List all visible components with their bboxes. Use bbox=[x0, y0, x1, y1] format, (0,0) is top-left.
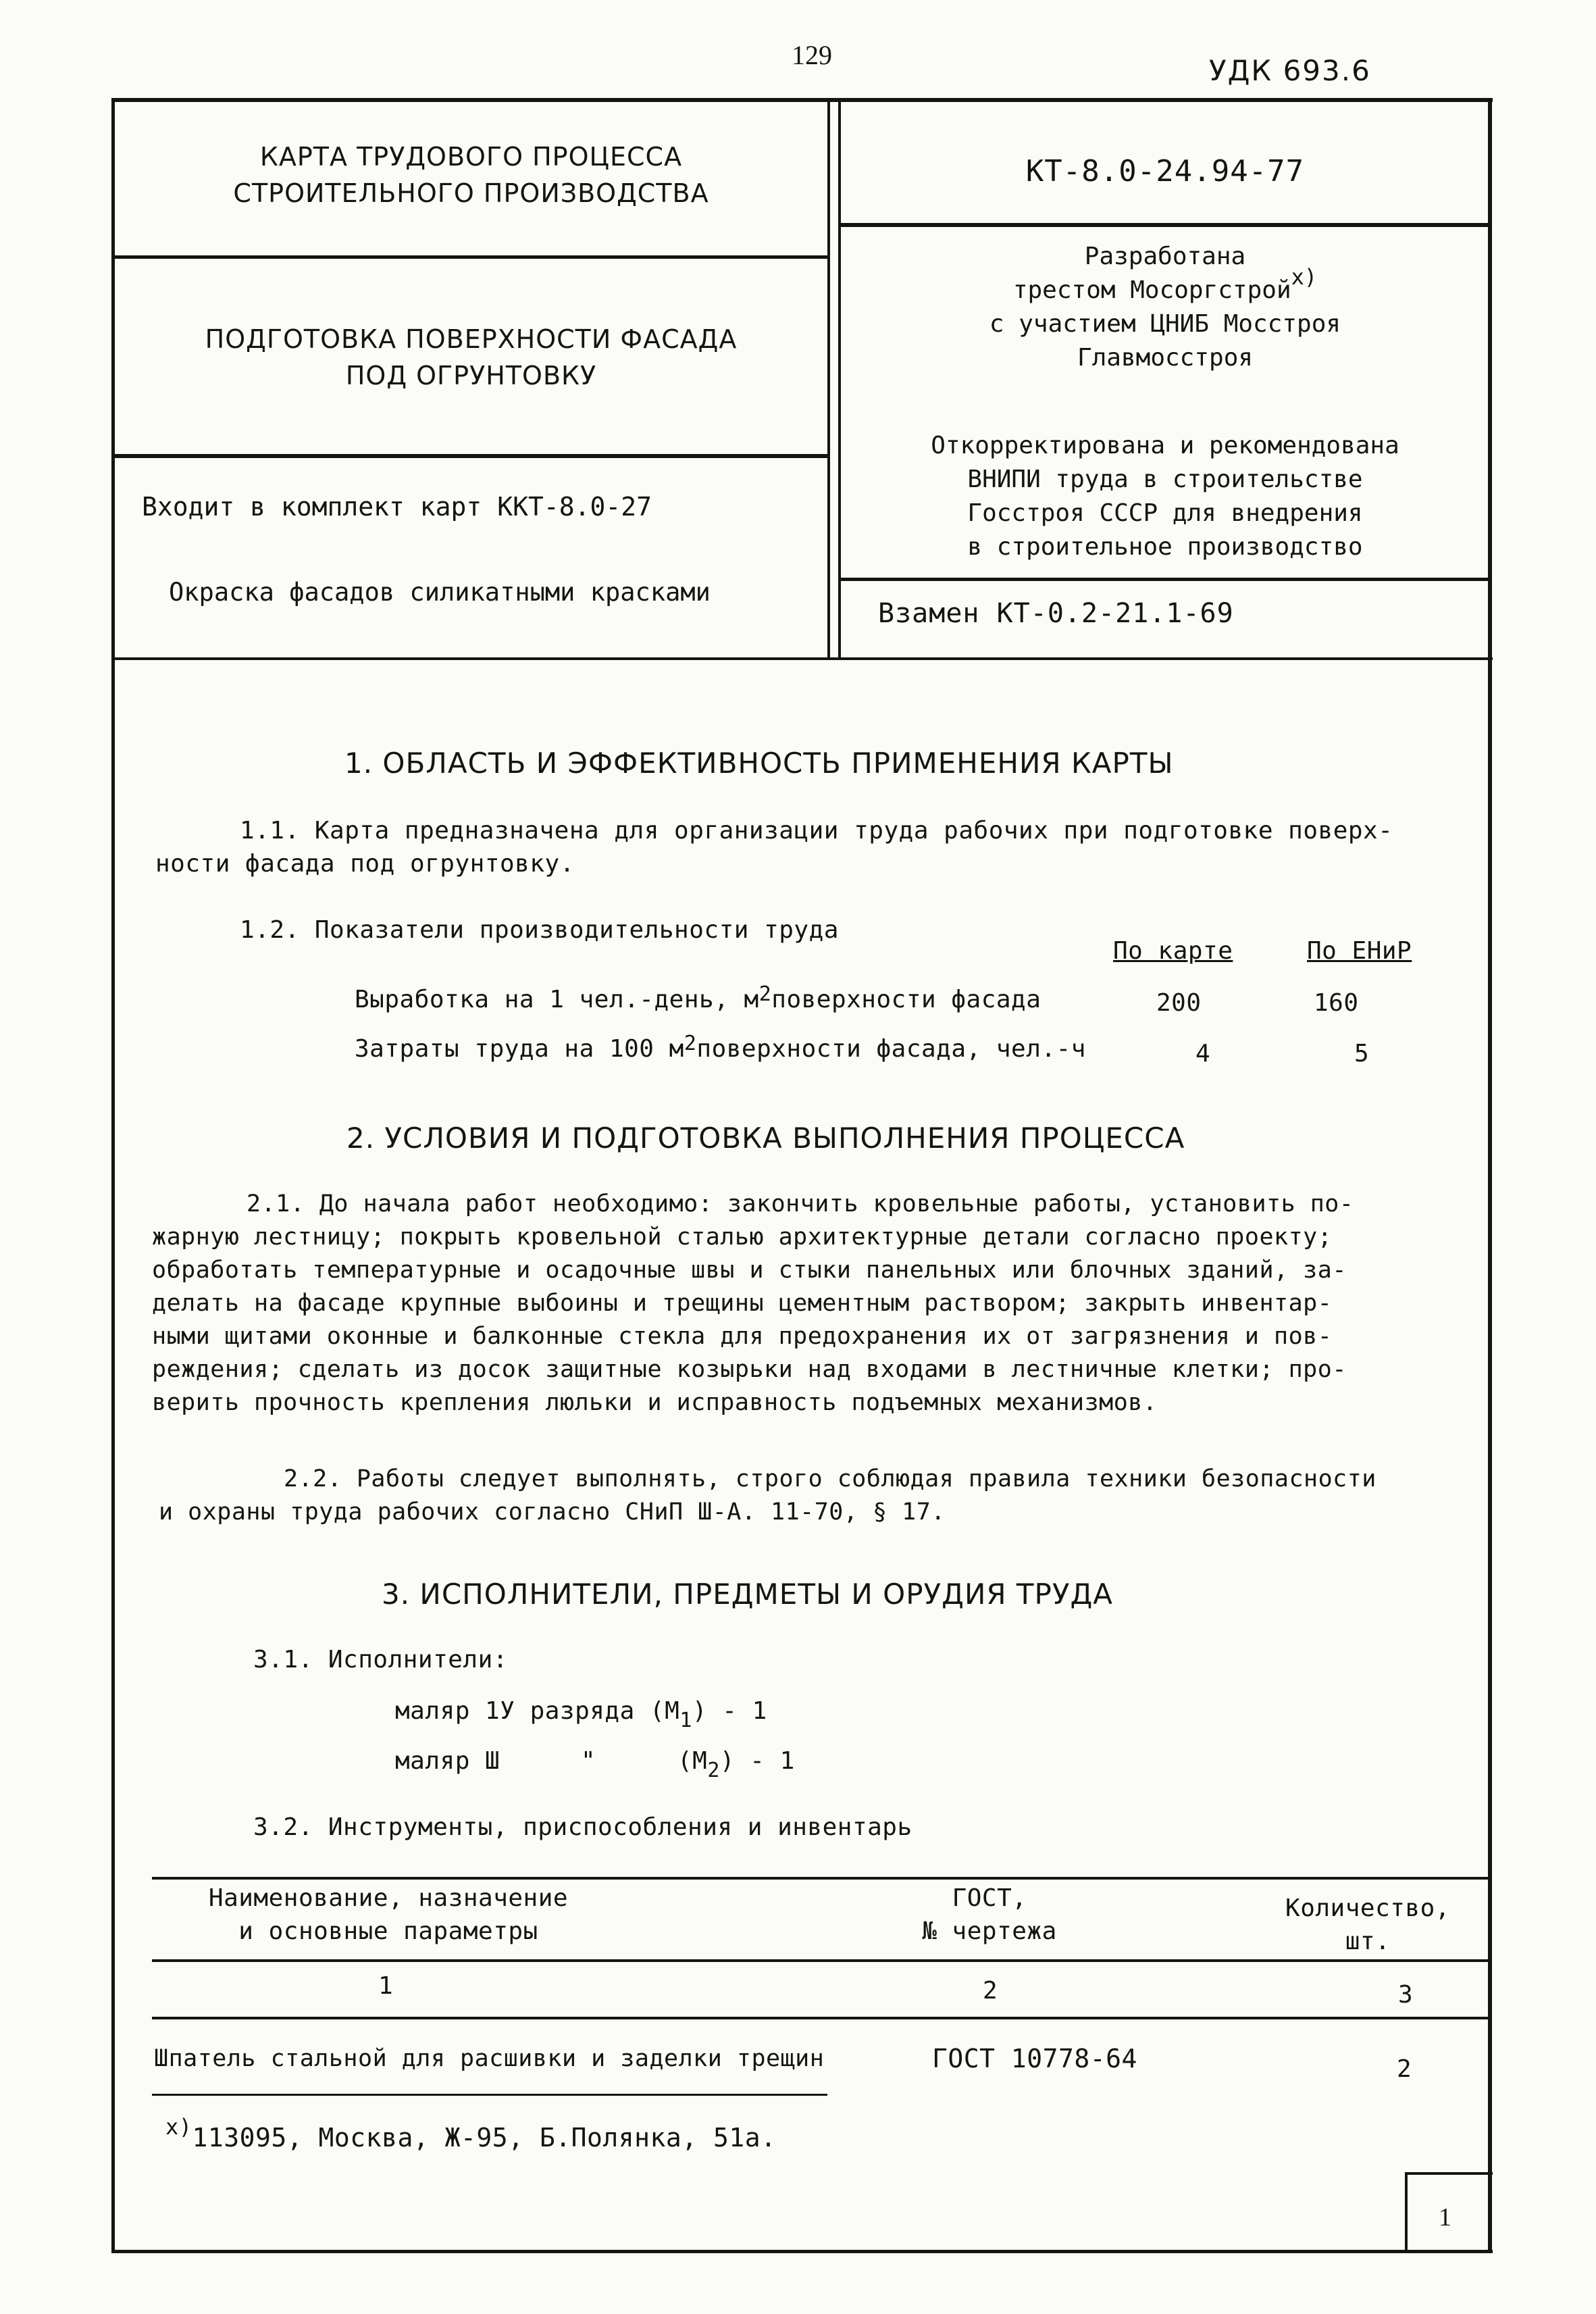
para21-line7: верить прочность крепления люльки и исправность подъемных механизмов. bbox=[152, 1389, 1158, 1416]
column-number-3: 3 bbox=[1398, 1981, 1414, 2009]
labor-sup: 2 bbox=[684, 1032, 697, 1055]
para22-line1: 2.2. Работы следует выполнять, строго соблюдая правила техники безопасности bbox=[284, 1465, 1376, 1492]
table-row-gost: ГОСТ 10778-64 bbox=[932, 2044, 1137, 2073]
developed-line3: с участием ЦНИБ Мосстроя bbox=[989, 310, 1341, 338]
worker2-ditto: " bbox=[581, 1747, 596, 1775]
th3-line2: шт. bbox=[1345, 1928, 1391, 1955]
corrected-by bbox=[841, 429, 1489, 564]
para21-line2: жарную лестницу; покрыть кровельной сталью архитектурные детали согласно проекту; bbox=[152, 1224, 1333, 1251]
worker1-text: маляр 1У разряда (М bbox=[395, 1697, 680, 1725]
labor-label-a: Затраты труда на 100 м bbox=[355, 1035, 684, 1063]
corrected-line1: Откорректирована и рекомендована bbox=[931, 432, 1399, 459]
worker1-sub: 1 bbox=[679, 1709, 692, 1732]
para22-line2: и охраны труда рабочих согласно СНиП Ш-А. 11-70, § 17. bbox=[159, 1499, 946, 1526]
corrected-line3: Госстроя СССР для внедрения bbox=[967, 499, 1363, 527]
para1-line1: 1.1. Карта предназначена для организации труда рабочих при подготовке поверх- bbox=[240, 817, 1393, 845]
para21-line1: 2.1. До начала работ необходимо: закончить кровельные работы, установить по- bbox=[247, 1190, 1354, 1217]
output-enir-value: 160 bbox=[1314, 989, 1359, 1017]
executors-title: 3.1. Исполнители: bbox=[253, 1646, 508, 1674]
set-membership: Входит в комплект карт ККТ-8.0-27 bbox=[142, 492, 652, 522]
section2-para2 bbox=[159, 1463, 1376, 1529]
worker-row-2 bbox=[395, 1744, 500, 1778]
corrected-line2: ВНИПИ труда в строительстве bbox=[967, 466, 1363, 493]
worker1-count: ) - 1 bbox=[692, 1697, 767, 1725]
para1-line2: ности фасада под огрунтовку. bbox=[155, 850, 575, 878]
productivity-title: 1.2. Показатели производительности труда bbox=[240, 916, 839, 944]
tools-title: 3.2. Инструменты, приспособления и инвентарь bbox=[253, 1813, 912, 1841]
section2-para1 bbox=[152, 1188, 1479, 1419]
worker2-grade bbox=[677, 1744, 795, 1782]
section2-heading: 2. УСЛОВИЯ И ПОДГОТОВКА ВЫПОЛНЕНИЯ ПРОЦЕССА bbox=[346, 1122, 1185, 1155]
output-sup: 2 bbox=[758, 982, 772, 1006]
corrected-line4: в строительное производство bbox=[967, 533, 1363, 561]
output-card-value: 200 bbox=[1156, 989, 1202, 1017]
card-title bbox=[115, 321, 827, 394]
card-type-line2: СТРОИТЕЛЬНОГО ПРОИЗВОДСТВА bbox=[233, 178, 709, 208]
th2-line2: № чертежа bbox=[922, 1917, 1057, 1945]
col-header-enir: По ЕНиР bbox=[1307, 937, 1412, 965]
col-header-card: По карте bbox=[1113, 937, 1233, 965]
sheet-number: 1 bbox=[1439, 2203, 1451, 2232]
th1-line2: и основные параметры bbox=[238, 1917, 538, 1945]
table-row-qty: 2 bbox=[1397, 2055, 1412, 2083]
para21-line3: обработать температурные и осадочные швы и стыки панельных или блочных зданий, за- bbox=[152, 1257, 1347, 1284]
th2-line1: ГОСТ, bbox=[952, 1884, 1027, 1912]
th1-line1: Наименование, назначение bbox=[208, 1884, 569, 1912]
column-number-2: 2 bbox=[983, 1977, 998, 2005]
footnote-mark: х) bbox=[1291, 264, 1318, 290]
output-row bbox=[355, 983, 1041, 1016]
output-label-b: поверхности фасада bbox=[771, 986, 1041, 1013]
worker2-count: ) - 1 bbox=[719, 1747, 795, 1775]
labor-label-b: поверхности фасада, чел.-ч bbox=[696, 1035, 1086, 1063]
para21-line4: делать на фасаде крупные выбоины и трещины цементным раствором; закрыть инвентар- bbox=[152, 1290, 1333, 1317]
th3-line1: Количество, bbox=[1285, 1894, 1450, 1922]
table-header-qty bbox=[1263, 1892, 1472, 1958]
page-number: 129 bbox=[792, 40, 832, 70]
footnote bbox=[165, 2114, 777, 2156]
developed-org: трестом Мосоргстрой bbox=[1012, 276, 1291, 304]
section1-para1 bbox=[155, 814, 1393, 880]
labor-row bbox=[355, 1032, 1086, 1065]
table-header-name bbox=[152, 1882, 625, 1948]
worker2-sub: 2 bbox=[707, 1759, 720, 1782]
output-label-a: Выработка на 1 чел.-день, м bbox=[355, 986, 759, 1013]
developed-by bbox=[841, 240, 1489, 375]
worker2-role: (М bbox=[677, 1747, 708, 1775]
column-number-1: 1 bbox=[378, 1972, 394, 2000]
udk-code: УДК 693.6 bbox=[1209, 54, 1371, 87]
set-name: Окраска фасадов силикатными красками bbox=[169, 578, 711, 607]
replaces-card: Взамен КТ-0.2-21.1-69 bbox=[878, 598, 1234, 629]
developed-line2 bbox=[841, 264, 1489, 307]
card-type bbox=[115, 139, 827, 211]
labor-card-value: 4 bbox=[1195, 1040, 1211, 1067]
developed-line1: Разработана bbox=[1084, 243, 1246, 270]
table-row: Шпатель стальной для расшивки и заделки трещин bbox=[154, 2045, 825, 2072]
worker2-text: маляр Ш bbox=[395, 1747, 500, 1775]
worker-row-1 bbox=[395, 1694, 767, 1732]
card-title-line2: ПОД ОГРУНТОВКУ bbox=[345, 361, 597, 391]
footnote-address: 113095, Москва, Ж-95, Б.Полянка, 51а. bbox=[192, 2123, 777, 2153]
para21-line6: реждения; сделать из досок защитные козырьки над входами в лестничные клетки; про- bbox=[152, 1356, 1347, 1383]
card-code: КТ-8.0-24.94-77 bbox=[1025, 154, 1305, 188]
developed-line4: Главмосстроя bbox=[1077, 344, 1254, 372]
footnote-sign: х) bbox=[165, 2114, 192, 2140]
para21-line5: ными щитами оконные и балконные стекла для предохранения их от загрязнения и пов- bbox=[152, 1323, 1333, 1350]
section3-heading: 3. ИСПОЛНИТЕЛИ, ПРЕДМЕТЫ И ОРУДИЯ ТРУДА bbox=[382, 1578, 1114, 1611]
section1-heading: 1. ОБЛАСТЬ И ЭФФЕКТИВНОСТЬ ПРИМЕНЕНИЯ КАРТЫ bbox=[344, 747, 1174, 780]
table-header-gost bbox=[878, 1882, 1101, 1948]
labor-enir-value: 5 bbox=[1354, 1040, 1370, 1067]
card-type-line1: КАРТА ТРУДОВОГО ПРОЦЕССА bbox=[259, 142, 683, 172]
card-title-line1: ПОДГОТОВКА ПОВЕРХНОСТИ ФАСАДА bbox=[205, 324, 738, 354]
